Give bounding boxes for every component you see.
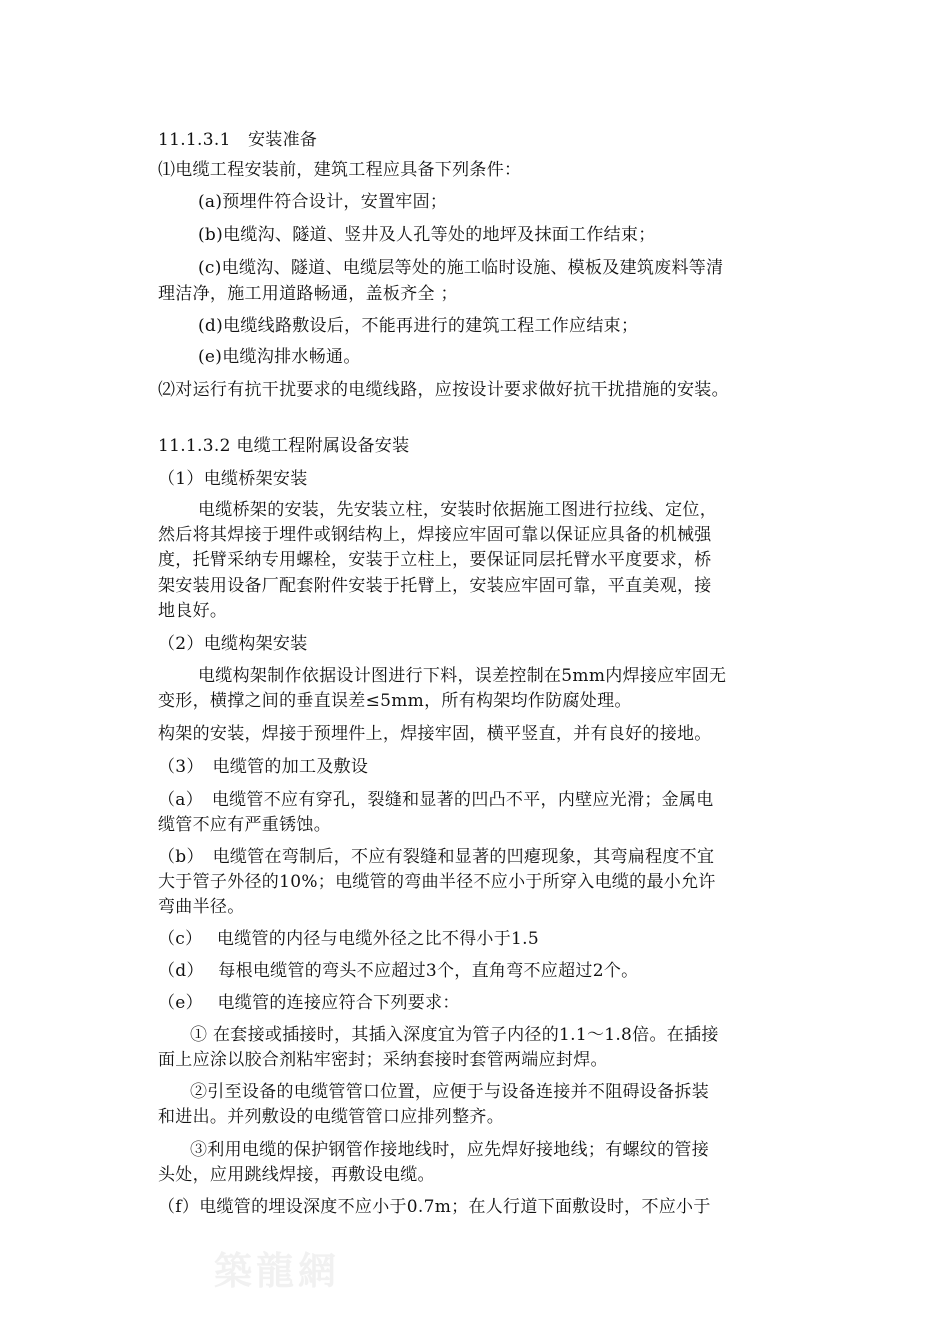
text-line: 地良好。: [158, 601, 228, 621]
subsection-heading: （2）电缆构架安装: [158, 634, 308, 654]
text-line: ③利用电缆的保护钢管作接地线时，应先焊好接地线；有螺纹的管接: [190, 1140, 709, 1160]
text-line: （e） 电缆管的连接应符合下列要求：: [158, 993, 460, 1013]
text-line: 变形，横撑之间的垂直误差≤5mm，所有构架均作防腐处理。: [158, 691, 632, 711]
text-line: 架安装用设备厂配套附件安装于托臂上，安装应牢固可靠，平直美观，接: [158, 576, 712, 596]
text-line: 和进出。并列敷设的电缆管管口应排列整齐。: [158, 1107, 504, 1127]
text-line: 理洁净，施工用道路畅通，盖板齐全 ；: [158, 284, 458, 304]
section-heading: 11.1.3.2 电缆工程附属设备安装: [158, 436, 410, 456]
text-line: 构架的安装，焊接于预埋件上，焊接牢固，横平竖直，并有良好的接地。: [158, 724, 712, 744]
text-line: （d） 每根电缆管的弯头不应超过3个，直角弯不应超过2个。: [158, 961, 639, 981]
text-line: ① 在套接或插接时，其插入深度宜为管子内径的1.1～1.8倍。在插接: [190, 1025, 719, 1045]
text-line: (e)电缆沟排水畅通。: [198, 347, 361, 367]
text-line: 度，托臂采纳专用螺栓，安装于立柱上，要保证同层托臂水平度要求，桥: [158, 550, 712, 570]
text-line: （f）电缆管的埋设深度不应小于0.7m；在人行道下面敷设时，不应小于: [158, 1197, 711, 1217]
text-line: (b)电缆沟、隧道、竖井及人孔等处的地坪及抹面工作结束；: [198, 225, 656, 245]
text-line: 电缆构架制作依据设计图进行下料，误差控制在5mm内焊接应牢固无: [198, 666, 727, 686]
text-line: 电缆桥架的安装，先安装立柱，安装时依据施工图进行拉线、定位，: [198, 500, 717, 520]
text-line: 面上应涂以胶合剂粘牢密封；采纳套接时套管两端应封焊。: [158, 1050, 608, 1070]
text-line: ②引至设备的电缆管管口位置，应便于与设备连接并不阻碍设备拆装: [190, 1082, 709, 1102]
watermark: 築龍網: [214, 1248, 341, 1293]
text-line: (c)电缆沟、隧道、电缆层等处的施工临时设施、模板及建筑废料等清: [198, 258, 724, 278]
text-line: （b） 电缆管在弯制后，不应有裂缝和显著的凹瘪现象，其弯扁程度不宜: [158, 847, 715, 867]
text-line: （a） 电缆管不应有穿孔，裂缝和显著的凹凸不平，内壁应光滑；金属电: [158, 790, 714, 810]
text-line: (a)预埋件符合设计，安置牢固；: [198, 192, 448, 212]
text-line: 弯曲半径。: [158, 897, 245, 917]
text-line: ⑴电缆工程安装前，建筑工程应具备下列条件：: [158, 160, 522, 180]
text-line: 然后将其焊接于埋件或钢结构上，焊接应牢固可靠以保证应具备的机械强: [158, 525, 712, 545]
text-line: ⑵对运行有抗干扰要求的电缆线路，应按设计要求做好抗干扰措施的安装。: [158, 380, 729, 400]
text-line: 大于管子外径的10%；电缆管的弯曲半径不应小于所穿入电缆的最小允许: [158, 872, 716, 892]
subsection-heading: （1）电缆桥架安装: [158, 469, 308, 489]
text-line: 缆管不应有严重锈蚀。: [158, 815, 331, 835]
subsection-heading: （3） 电缆管的加工及敷设: [158, 757, 369, 777]
text-line: （c） 电缆管的内径与电缆外径之比不得小于1.5: [158, 929, 539, 949]
section-heading: 11.1.3.1 安装准备: [158, 130, 318, 150]
text-line: 头处，应用跳线焊接，再敷设电缆。: [158, 1165, 435, 1185]
text-line: (d)电缆线路敷设后，不能再进行的建筑工程工作应结束；: [198, 316, 639, 336]
